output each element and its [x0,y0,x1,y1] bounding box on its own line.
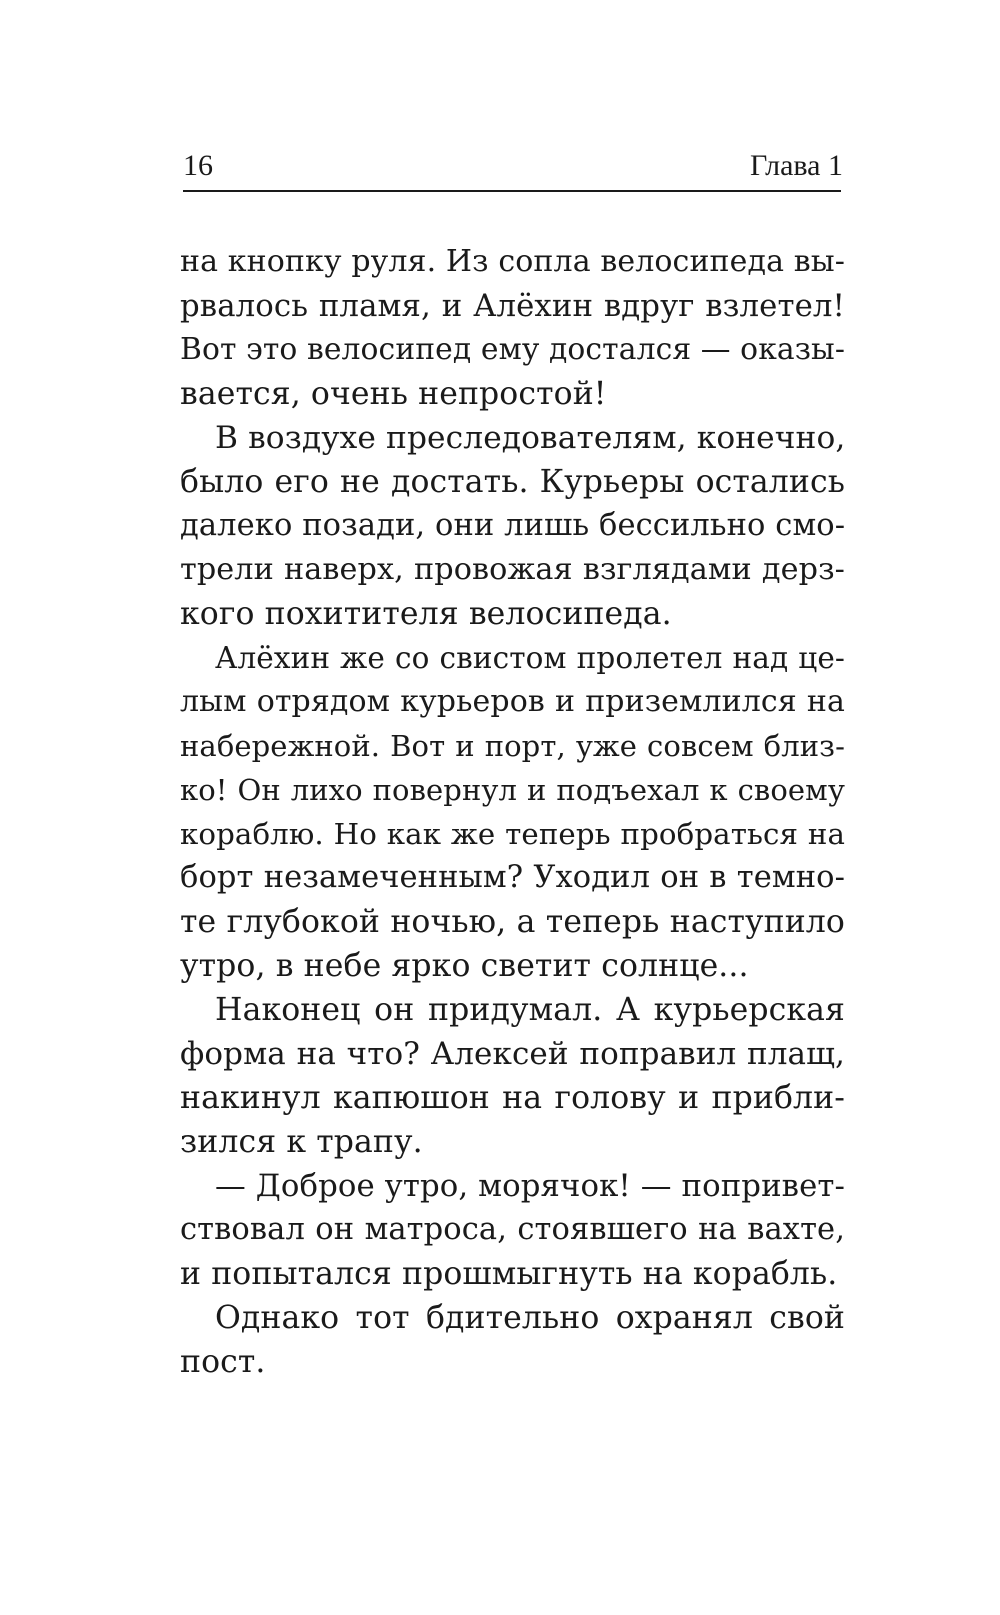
text-line: рвалось пламя, и Алёхин вдруг взлетел! [180,288,845,324]
text-line: борт незамеченным? Уходил он в темно- [180,860,845,895]
header-rule [183,190,841,192]
text-line: кого похитителя велосипеда. [180,596,672,632]
text-line: Однако тот бдительно охранял свой [215,1300,845,1336]
text-line: пост. [180,1344,266,1380]
text-line: зился к трапу. [180,1124,423,1160]
page-number: 16 [183,149,213,182]
text-line: накинул капюшон на голову и прибли- [180,1080,845,1116]
running-head [183,146,843,190]
text-line: В воздухе преследователям, конечно, [215,420,846,456]
text-line: вается, очень непростой! [180,376,607,412]
text-line: утро, в небе ярко светит солнце... [180,948,749,984]
text-line: далеко позади, они лишь бессильно смо- [180,508,846,543]
text-line: набережной. Вот и порт, уже совсем близ- [180,729,845,763]
text-line: Алёхин же со свистом пролетел над це- [215,641,845,675]
text-line: Вот это велосипед ему достался — оказы- [180,332,845,367]
text-line: трели наверх, провожая взглядами дерз- [180,552,845,587]
text-line: Наконец он придумал. А курьерская [215,992,845,1028]
chapter-label: Глава 1 [750,149,843,182]
text-line: и попытался прошмыгнуть на корабль. [180,1256,838,1292]
text-line: ствовал он матроса, стоявшего на вахте, [180,1212,845,1247]
text-line: ко! Он лихо повернул и подъехал к своему [180,773,845,807]
body-text [180,240,845,1384]
text-line: — Доброе утро, морячок! — попривет- [215,1168,845,1204]
text-line: форма на что? Алексей поправил плащ, [180,1036,845,1072]
text-line: было его не достать. Курьеры остались [180,464,845,500]
text-line: на кнопку руля. Из сопла велосипеда вы- [180,244,845,279]
text-line: те глубокой ночью, а теперь наступило [180,904,845,940]
text-line: лым отрядом курьеров и приземлился на [180,684,845,719]
text-line: кораблю. Но как же теперь пробраться на [180,817,845,851]
